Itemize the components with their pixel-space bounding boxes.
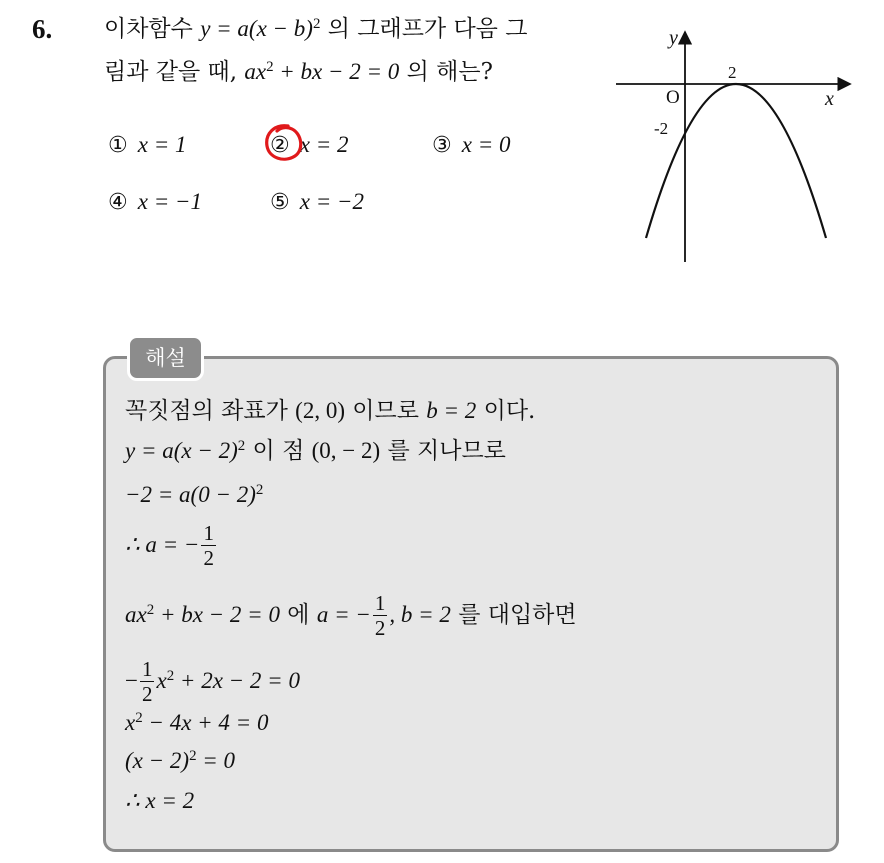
- sol-l9-answer: ∴ x = 2: [125, 788, 195, 813]
- choice-3-text: x = 0: [461, 132, 511, 157]
- question-line-1: [104, 14, 527, 44]
- sol-l6-minus: −: [125, 668, 138, 693]
- choice-1-number: ①: [108, 133, 128, 158]
- sol-l4-eq: ∴ a = −: [125, 532, 200, 557]
- equation-term-a: ax: [244, 59, 267, 84]
- sol-l7-term-a: x: [125, 710, 136, 735]
- question-text-suffix: 의 그래프가 다음 그: [320, 16, 528, 42]
- solution-line-1: [125, 396, 535, 426]
- sol-l6-term-b: + 2x − 2 = 0: [174, 668, 300, 693]
- solution-line-9: [125, 786, 194, 816]
- sol-l5-term-c: a = −: [316, 602, 371, 627]
- sol-l2-point: (0, − 2): [311, 438, 381, 463]
- question-text-suffix-2: 의 해는?: [399, 59, 493, 85]
- solution-line-5: [125, 590, 577, 640]
- sol-l6-term-a: x: [156, 668, 167, 693]
- x-axis-label: x: [825, 88, 834, 110]
- sol-l3-eq: −2 = a(0 − 2): [125, 482, 256, 507]
- sol-l5-term-a: ax: [125, 602, 147, 627]
- sol-l8-exp: 2: [189, 747, 197, 764]
- sol-l5-text-a: 에: [279, 602, 317, 628]
- sol-l7-exp: 2: [135, 709, 143, 726]
- choice-2-number: ②: [270, 133, 290, 158]
- choice-3-number: ③: [432, 133, 452, 158]
- answer-mark-circle: [262, 122, 306, 166]
- choice-2-text: x = 2: [299, 132, 349, 157]
- sol-l1-text-b: 이므로: [344, 398, 427, 424]
- sol-l6-denominator: 2: [141, 682, 153, 706]
- solution-line-8: [125, 746, 235, 776]
- sol-l6-numerator: 1: [141, 657, 153, 681]
- sol-l2-text-b: 를 지나므로: [380, 438, 506, 464]
- question-line-2: [104, 57, 493, 87]
- choice-5-number: ⑤: [270, 190, 290, 215]
- sol-l4-fraction: [201, 523, 216, 569]
- sol-l4-numerator: 1: [203, 521, 214, 545]
- sol-l5-fraction: [373, 593, 388, 639]
- question-text-prefix-2: 림과 같을 때,: [104, 59, 245, 85]
- sol-l1-vertex: (2, 0): [295, 398, 345, 423]
- y-intercept-label: -2: [654, 119, 669, 138]
- sol-l6-fraction: [140, 659, 155, 705]
- choice-4-text: x = −1: [137, 189, 202, 214]
- question-number: 6.: [32, 14, 53, 44]
- sol-l1-text-a: 꼭짓점의 좌표가: [125, 398, 296, 424]
- sol-l3-exp: 2: [255, 481, 264, 498]
- choice-4[interactable]: [108, 187, 202, 218]
- function-equation: y = a(x − b): [200, 16, 313, 41]
- sol-l4-denominator: 2: [203, 546, 214, 570]
- vertex-x-label: 2: [728, 63, 737, 82]
- equation-exponent: 2: [266, 58, 274, 75]
- solution-line-6: [125, 656, 300, 706]
- sol-l2-exp: 2: [237, 437, 246, 454]
- sol-l8-term-a: (x − 2): [125, 748, 190, 773]
- sol-l5-denominator: 2: [374, 616, 386, 640]
- sol-l5-text-b: 를 대입하면: [450, 602, 577, 628]
- solution-tag: 해설: [127, 335, 204, 381]
- choice-5-text: x = −2: [299, 189, 364, 214]
- solution-line-2: [125, 436, 506, 466]
- parabola-graph: [614, 24, 859, 266]
- sol-l2-text-a: 이 점: [245, 438, 312, 464]
- sol-l1-eq: b = 2: [426, 398, 477, 423]
- choice-1-text: x = 1: [137, 132, 187, 157]
- sol-l5-term-d: , b = 2: [389, 602, 451, 627]
- choice-5[interactable]: [270, 187, 364, 218]
- sol-l7-term-b: − 4x + 4 = 0: [142, 710, 269, 735]
- solution-line-7: [125, 708, 268, 738]
- sol-l6-exp: 2: [166, 667, 175, 684]
- function-exponent: 2: [312, 15, 321, 32]
- sol-l5-exp: 2: [146, 601, 155, 618]
- sol-l1-text-c: 이다.: [476, 398, 536, 424]
- sol-l8-term-b: = 0: [196, 748, 236, 773]
- choice-1[interactable]: [108, 130, 186, 161]
- choice-4-number: ④: [108, 190, 128, 215]
- sol-l5-numerator: 1: [374, 591, 386, 615]
- sol-l2-eq: y = a(x − 2): [125, 438, 238, 463]
- solution-line-4: [125, 520, 218, 570]
- origin-label: O: [666, 87, 680, 108]
- y-axis-label: y: [669, 27, 678, 49]
- question-text-prefix: 이차함수: [104, 16, 201, 42]
- choice-3[interactable]: [432, 130, 510, 161]
- equation-term-b: + bx − 2 = 0: [273, 59, 400, 84]
- sol-l5-term-b: + bx − 2 = 0: [154, 602, 280, 627]
- solution-line-3: [125, 480, 263, 510]
